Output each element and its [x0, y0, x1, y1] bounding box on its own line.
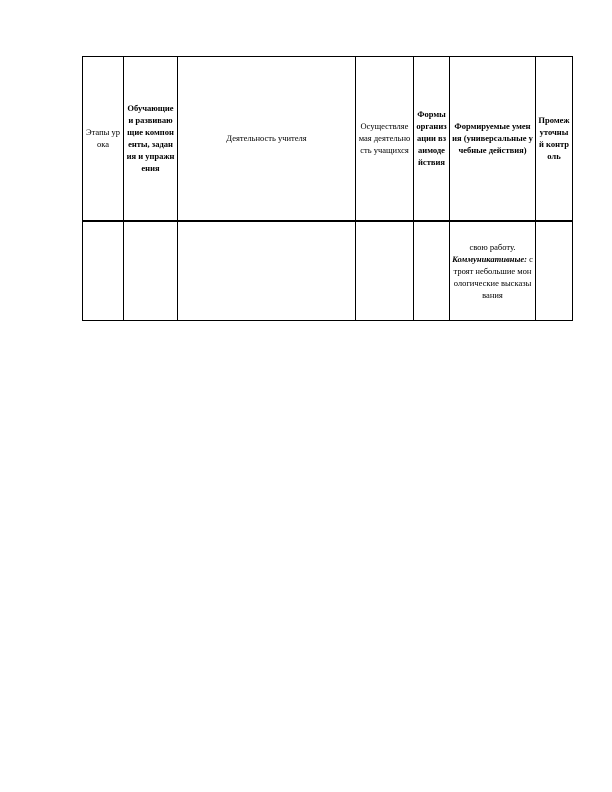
cell-lesson-stage	[83, 221, 124, 321]
cell-components	[124, 221, 178, 321]
header-components: Обучающие и развивающие компоненты, задания и упражнения	[124, 57, 178, 221]
header-interaction-forms: Формы организации взаимодействия	[414, 57, 450, 221]
cell-interaction-forms	[414, 221, 450, 321]
skills-rest-text: строят небольшие монологические высказывания	[453, 253, 533, 300]
lesson-plan-table	[82, 56, 573, 321]
cell-control	[536, 221, 573, 321]
table-row	[83, 221, 573, 321]
cell-skills	[450, 221, 536, 321]
header-control: Промежуточный контроль	[536, 57, 573, 221]
skills-line1: свою работу.	[469, 241, 516, 252]
header-student-activity: Осуществляемая деятельность учащихся	[356, 57, 414, 221]
cell-student-activity	[356, 221, 414, 321]
header-lesson-stages: Этапы урока	[83, 57, 124, 221]
cell-teacher-activity	[178, 221, 356, 321]
skills-communicative-label: Коммуникативные:	[452, 253, 528, 264]
header-skills: Формируемые умения (универсальные учебные действия)	[450, 57, 536, 221]
header-teacher-activity: Деятельность учителя	[178, 57, 356, 221]
header-row	[83, 57, 573, 221]
